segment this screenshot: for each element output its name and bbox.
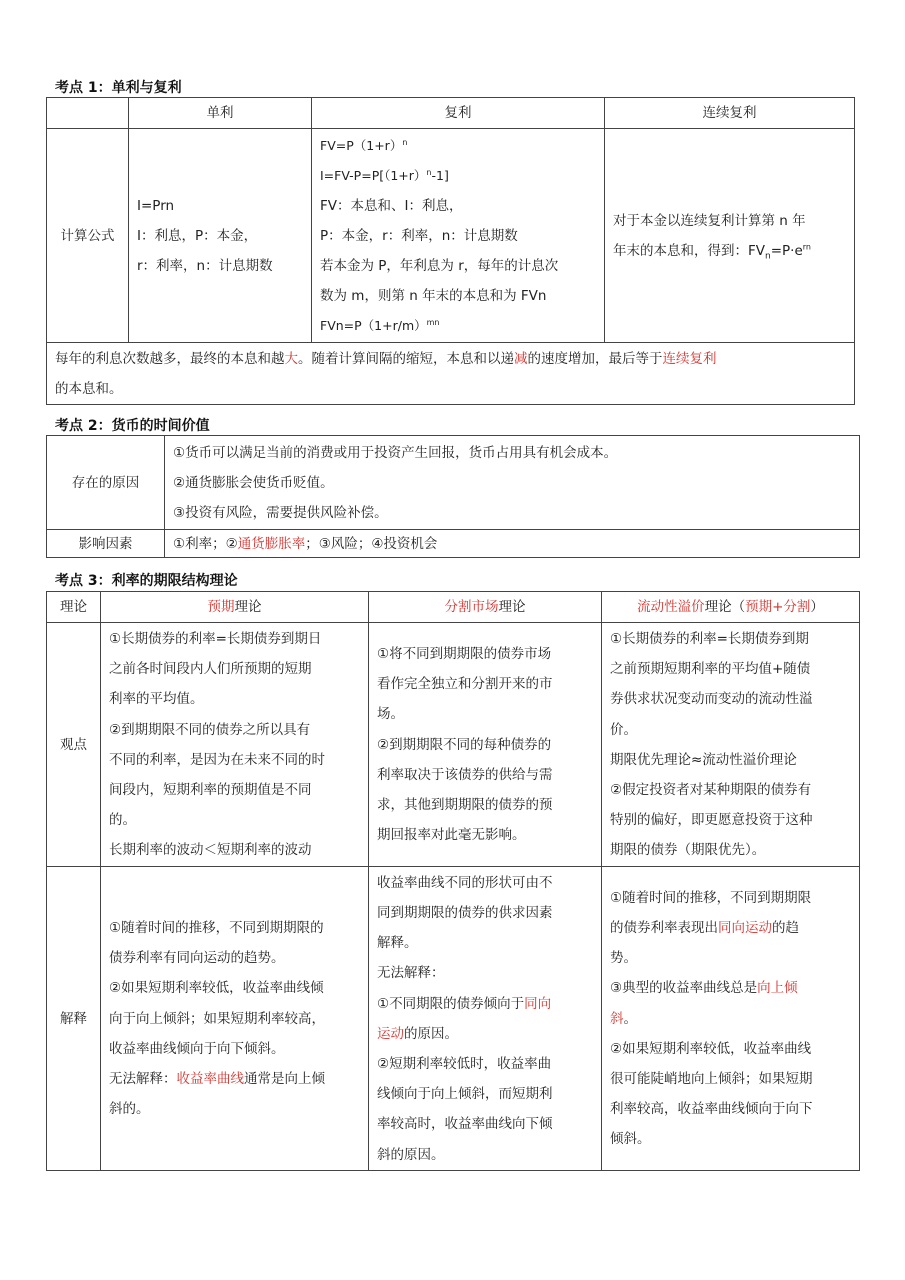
text-line: 的趋 [772, 919, 799, 936]
text-line: ②如果短期利率较低，收益率曲线倾 [109, 980, 324, 997]
text-line: 的原因。 [404, 1025, 458, 1042]
summary-note [47, 343, 855, 405]
text-line: ②如果短期利率较低，收益率曲线 [610, 1040, 812, 1057]
text-line: 斜的。 [109, 1101, 150, 1118]
simple-line: I=Prn [137, 197, 175, 214]
compound-line: 数为 m，则第 n 年末的本息和为 FVn [320, 287, 547, 304]
header-simple: 单利 [129, 98, 312, 129]
text-line: 减 [514, 350, 528, 367]
text-line: 的债券利率表现出 [610, 919, 718, 936]
simple-line: r：利率，n：计息期数 [137, 257, 273, 274]
text-line: 通货膨胀率 [237, 535, 306, 552]
text-line: 之前各时间段内人们所预期的短期 [109, 661, 312, 678]
row-label-explain: 解释 [47, 867, 101, 1171]
text-line: 的速度增加，最后等于 [527, 350, 663, 367]
text-line: ①不同期限的债券倾向于 [377, 995, 525, 1012]
text-line: 同向 [524, 995, 552, 1012]
text-line: rn [802, 242, 811, 251]
reason-item: ①货币可以满足当前的消费或用于投资产生回报，货币占用具有机会成本。 [173, 444, 618, 461]
header-liquidity [602, 592, 860, 623]
text-line: 券供求状况变动而变动的流动性溢 [610, 691, 813, 708]
header-theory: 理论 [47, 592, 101, 623]
simple-compound-table [46, 97, 855, 405]
header-compound: 复利 [312, 98, 605, 129]
text-line: 收益率曲线倾向于向下倾斜。 [109, 1040, 285, 1057]
text-line: 势。 [610, 950, 637, 967]
text-line: 很可能陡峭地向上倾斜；如果短期 [610, 1071, 813, 1087]
text-line: 利率较高，收益率曲线倾向于向下 [610, 1101, 813, 1118]
text-line: 通常是向上倾 [244, 1071, 325, 1087]
text-line: 的本息和。 [55, 380, 123, 397]
text-line: 期回报率对此毫无影响。 [377, 827, 526, 844]
text-line: 不同的利率，是因为在未来不同的时 [109, 751, 325, 768]
text-line: 流动性溢价 [637, 599, 705, 615]
text-line: 利率的平均值。 [109, 691, 204, 708]
text-line: 长期利率的波动＜短期利率的波动 [109, 842, 312, 859]
text-line: 理论（ [704, 599, 746, 615]
text-line: 同向运动 [718, 919, 772, 936]
text-line: ②短期利率较低时，收益率曲 [377, 1055, 552, 1072]
compound-line [320, 311, 596, 341]
text-line: ） [810, 599, 824, 615]
text-line: 债券利率有同向运动的趋势。 [109, 950, 285, 967]
text-line: 。随着计算间隔的缩短，本息和以递 [298, 350, 514, 367]
section2-title: 考点 2：货币的时间价值 [55, 418, 210, 434]
text-line: 解释。 [377, 935, 418, 952]
text-line: ③典型的收益率曲线总是 [610, 980, 758, 997]
reason-item: ③投资有风险，需要提供风险补偿。 [173, 504, 388, 521]
text-line: 预期 [207, 599, 235, 615]
row-label-formula: 计算公式 [47, 129, 129, 343]
text-line: 期限优先理论≈流动性溢价理论 [610, 751, 797, 768]
text-line: ；③风险；④投资机会 [305, 535, 438, 552]
text-line: n [765, 251, 771, 262]
text-line: -1] [431, 167, 449, 183]
header-continuous: 连续复利 [605, 98, 855, 129]
text-line: 连续复利 [662, 350, 717, 367]
header-segmented [369, 592, 602, 623]
row-label-reason: 存在的原因 [47, 436, 165, 530]
text-line: 大 [284, 350, 298, 367]
text-line: 向上倾 [757, 980, 798, 997]
compound-line: 若本金为 P，年利息为 r，每年的计息次 [320, 257, 559, 274]
text-line: 倾斜。 [610, 1131, 651, 1148]
text-line: 率较高时，收益率曲线向下倾 [377, 1116, 553, 1133]
compound-line [320, 131, 596, 161]
text-line: 特别的偏好，即更愿意投资于这种 [610, 812, 813, 829]
text-line: 理论 [498, 599, 526, 615]
text-line: 场。 [377, 706, 404, 723]
compound-line [320, 161, 596, 191]
text-line: ①将不同到期期限的债券市场 [377, 645, 552, 662]
section1-title: 考点 1：单利与复利 [55, 80, 182, 96]
text-line: ②到期期限不同的每种债券的 [377, 736, 552, 753]
text-line: 之前预期短期利率的平均值+随债 [610, 661, 811, 678]
text-line: ①长期债券的利率=长期债券到期 [610, 630, 809, 647]
text-line: 向于向上倾斜；如果短期利率较高， [109, 1010, 325, 1027]
factors-cell [165, 530, 860, 558]
text-line: ①随着时间的推移，不同到期期限 [610, 889, 812, 906]
corner-cell [47, 98, 129, 129]
row-label-factors: 影响因素 [47, 530, 165, 558]
text-line: 无法解释： [109, 1071, 177, 1087]
view-expectation [101, 623, 369, 867]
text-line: 预期+分割 [745, 599, 811, 615]
text-line: 无法解释： [377, 965, 445, 982]
text-line: 斜的原因。 [377, 1146, 445, 1163]
term-structure-table [46, 591, 860, 1171]
text-line: I=FV-P=P[（1+r） [320, 167, 427, 183]
text-line: 收益率曲线不同的形状可由不 [377, 874, 553, 891]
text-line: 同到期期限的债券的供求因素 [377, 904, 553, 921]
reason-item: ②通货膨胀会使货币贬值。 [173, 474, 334, 491]
section3-title: 考点 3：利率的期限结构理论 [55, 573, 238, 589]
text-line: 求，其他到期期限的债券的预 [377, 797, 553, 813]
reasons-cell [165, 436, 860, 530]
text-line: 期限的债券（期限优先）。 [610, 842, 766, 859]
time-value-table [46, 435, 860, 558]
text-line: ①利率；② [173, 535, 238, 552]
text-line: 分割市场 [444, 599, 499, 615]
text-line: 线倾向于向上倾斜，而短期利 [377, 1086, 553, 1103]
text-line: 的。 [109, 812, 136, 829]
header-expectation [101, 592, 369, 623]
text-line: 。 [623, 1010, 637, 1027]
text-line: 理论 [234, 599, 262, 615]
simple-line: I：利息，P：本金， [137, 227, 258, 244]
text-line: FVn=P（1+r/m） [320, 317, 427, 333]
text-line: ①随着时间的推移，不同到期期限的 [109, 919, 324, 936]
text-line: ①长期债券的利率=长期债券到期日 [109, 630, 322, 647]
text-line: ②假定投资者对某种期限的债券有 [610, 781, 812, 798]
text-line: n [426, 167, 432, 177]
text-line: 收益率曲线 [176, 1071, 244, 1087]
explain-expectation [101, 867, 369, 1171]
text-line: n [402, 137, 408, 147]
explain-segmented [369, 867, 602, 1171]
continuous-line [613, 236, 846, 266]
text-line: 利率取决于该债券的供给与需 [377, 766, 553, 783]
compound-line: FV：本息和、I：利息， [320, 197, 463, 214]
text-line: ②到期期限不同的债券之所以具有 [109, 721, 311, 738]
row-label-view: 观点 [47, 623, 101, 867]
text-line: 斜 [610, 1010, 624, 1027]
text-line: 年末的本息和，得到：FV [613, 242, 765, 259]
text-line: =P·e [770, 242, 803, 259]
text-line: 间段内，短期利率的预期值是不同 [109, 781, 312, 798]
compound-formula-cell [312, 129, 605, 343]
simple-formula-cell [129, 129, 312, 343]
compound-line: P：本金，r：利率，n：计息期数 [320, 227, 518, 244]
view-segmented [369, 623, 602, 867]
continuous-line: 对于本金以连续复利计算第 n 年 [613, 212, 806, 229]
view-liquidity [602, 623, 860, 867]
text-line: 每年的利息次数越多，最终的本息和越 [55, 350, 285, 367]
explain-liquidity [602, 867, 860, 1171]
text-line: 运动 [377, 1025, 404, 1042]
continuous-formula-cell [605, 129, 855, 343]
text-line: FV=P（1+r） [320, 137, 403, 153]
text-line: 价。 [610, 721, 637, 738]
text-line: 看作完全独立和分割开来的市 [377, 676, 553, 693]
text-line: mn [426, 317, 440, 327]
